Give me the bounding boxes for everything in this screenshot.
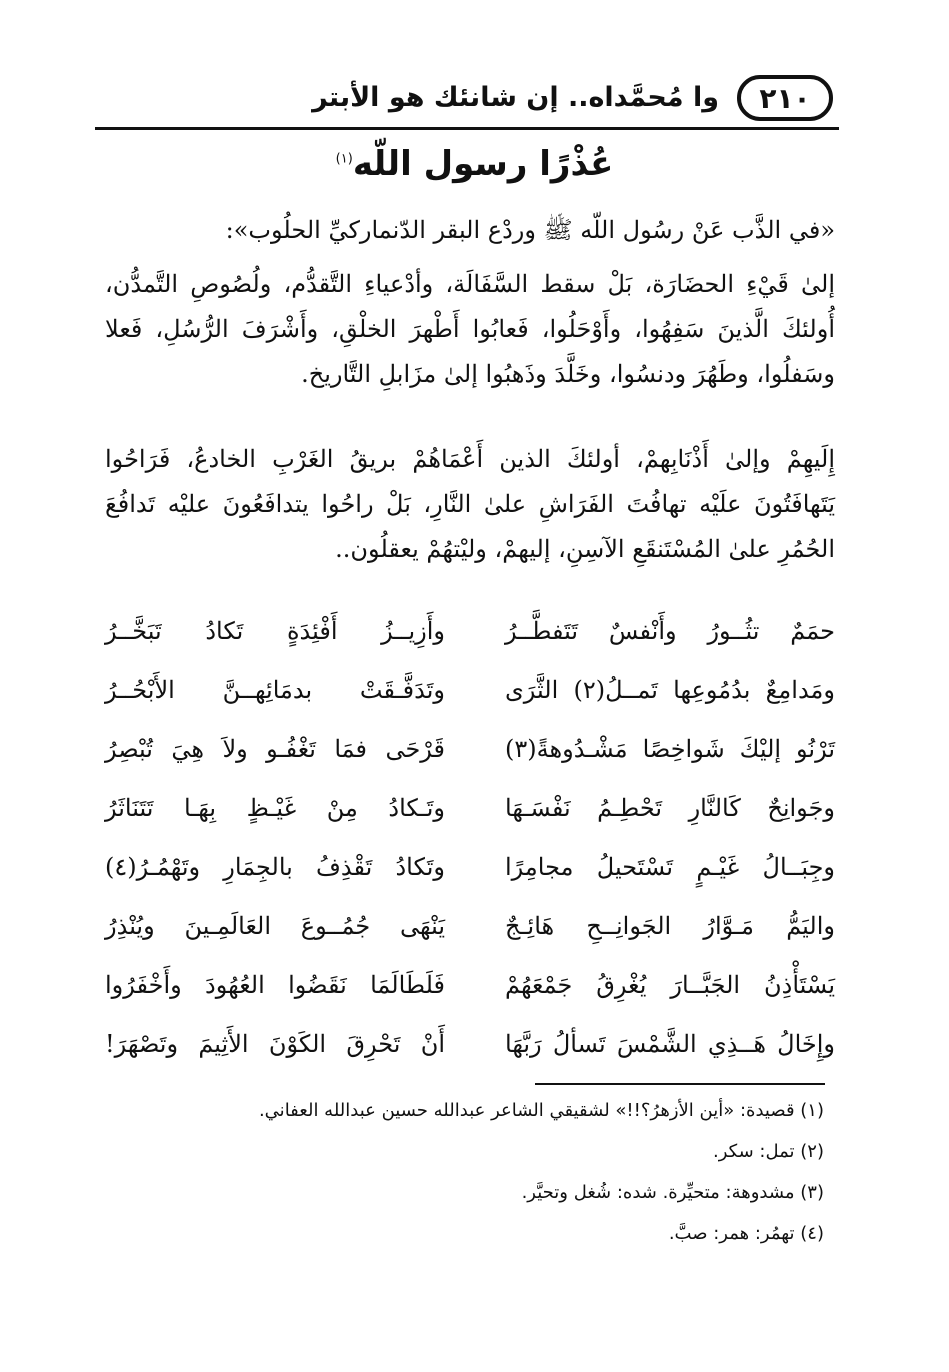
intro-paragraph: «في الذَّب عَنْ رسُول اللّه ﷺ وردْع البقر الدّنماركيِّ الحلُوب»: [225, 216, 835, 244]
verse-second-hemistich: يَنْهَى جُمُــوعَ العَالَمِـينَ ويُنْذِرُ [105, 912, 445, 940]
footnote-2: (٢) تمل: سكر. [713, 1141, 824, 1162]
verse-first-hemistich: يَسْتَأْذِنُ الجَبَّــارَ يُغْرِقُ جَمْعَهُمْ [505, 971, 835, 999]
verse-second-hemistich: وتَكادُ تَقْذِفُ بالجِمَارِ وتَهْمُـرُ(٤) [105, 853, 445, 881]
footnote-1: (١) قصيدة: «أين الأزهرُ؟!!» لشقيقي الشاعر عبدالله حسين عبدالله العفاني. [258, 1100, 824, 1121]
section-title [0, 144, 949, 184]
verse-line [105, 735, 835, 785]
verse-second-hemistich: فَلَطَالَمَا نَقَضُوا العُهُودَ وأَخْفَرُوا [105, 971, 445, 999]
page-number: ٢١٠ [737, 75, 833, 121]
title-footnote-ref: (١) [335, 151, 353, 167]
verse-first-hemistich: وجِبَــالُ غَيْـمٍ تَسْتَحيلُ مجامِرًا [505, 853, 835, 881]
verse-first-hemistich: حمَمٌ تثُــورُ وأَنْفسٌ تَتَفطَّــرُ [505, 617, 835, 645]
footnote-3: (٣) مشدوهة: متحيِّرة. شده: شُغل وتحيَّر. [521, 1182, 824, 1203]
verse-second-hemistich: وتَـكادُ مِنْ غَيْـظٍ بِهَـا تَتَنَاثَرُ [105, 794, 445, 822]
verse-first-hemistich: تَرْنُو إليْكَ شَواخِصًا مَشْـدُوهةً(٣) [505, 735, 835, 763]
verse-line [105, 853, 835, 903]
verse-line [105, 617, 835, 667]
verse-first-hemistich: ومَدامِعٌ بدُمُوعِها تَمــلُ(٢) الثَّرَى [505, 676, 835, 704]
verse-line [105, 912, 835, 962]
footnote-divider [535, 1083, 825, 1085]
verse-line [105, 794, 835, 844]
section-title-text: عُذْرًا رسول اللّه [352, 144, 614, 184]
header-divider [95, 127, 839, 130]
verse-line [105, 1030, 835, 1080]
paragraph-2: إِلَيهِمْ وإلىٰ أَذْنَابِهمْ، أولئكَ الذين أَعْمَاهُمْ بريقُ الغَرْبِ الخادعُ، فَرَاحُوا يَتَهافَتُونَ علَيْه تهافُتَ الفَرَاشِ علىٰ النَّارِ، بَلْ راحُوا يتدافَعُونَ عليْه تَدافُعَ الحُمُرِ علىٰ المُسْتَنقَعِ الآسِنِ، إليهمْ، وليْتهُمْ يعقلُون.. [105, 445, 835, 563]
running-title: وا مُحمَّداه.. إن شانئك هو الأبتر [312, 82, 719, 113]
paragraph-1: إلىٰ قَيْءِ الحضَارَة، بَلْ سقط السَّفَالَة، وأدْعياءِ التَّقدُّم، ولُصُوصِ التَّمدُّن، أُولئكَ الَّذينَ سَفِهُوا، وأَوْحَلُوا، فَعابُوا أَطْهرَ الخلْقِ، وأَشْرَفَ الرُّسُلِ، فَعلا وسَفلُوا، وطَهُرَ ودنسُوا، وخَلَّدَ وذَهبُوا إلىٰ مزَابلِ التَّاريخ. [105, 270, 836, 388]
verse-second-hemistich: وأَزِيــزُ أَفْئِدَةٍ تَكادُ تَبَخَّــرُ [105, 617, 445, 645]
verse-first-hemistich: وإِخَالُ هَــذِي الشَّمْسَ تَسألُ رَبَّهَا [505, 1030, 835, 1058]
verse-line [105, 971, 835, 1021]
verse-first-hemistich: واليَمُّ مَـوَّارُ الجَوانِــحِ هَائِـجٌ [505, 912, 835, 940]
page-header [95, 72, 839, 128]
footnote-4: (٤) تهمُر: همر: صبَّ. [668, 1223, 824, 1244]
verse-first-hemistich: وجَوانِحٌ كَالنَّارِ تَحْطِـمُ نَفْسَـهَا [505, 794, 835, 822]
verse-line [105, 676, 835, 726]
verse-second-hemistich: قَرْحَى فمَا تَغْفُـو ولاَ هِيَ تُبْصِرُ [105, 735, 445, 763]
verse-second-hemistich: أَنْ تَحْرِقَ الكَوْنَ الأَثِيمَ وتَصْهَرَ! [105, 1030, 445, 1058]
verse-second-hemistich: وتَدَفَّـقَتْ بدمَائِهــنَّ الأَبْحُــرُ [105, 676, 445, 704]
